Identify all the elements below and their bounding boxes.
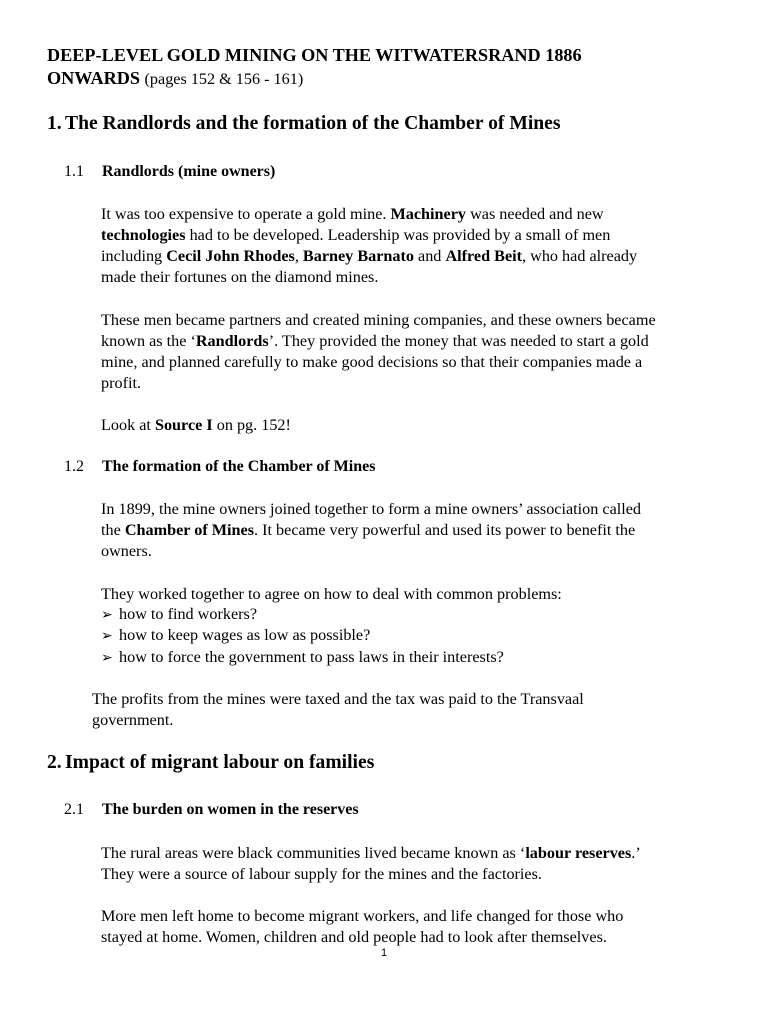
bullet-text: how to force the government to pass laws in their interests? [119, 648, 504, 666]
bold-name-rhodes: Cecil John Rhodes [166, 247, 295, 265]
paragraph-line: They were a source of labour supply for the mines and the factories. [101, 865, 542, 883]
text-run: had to be developed. Leadership was provided by a small of men [185, 226, 611, 244]
text-run: on pg. 152! [212, 416, 291, 434]
subsection-2-1-heading [64, 800, 359, 820]
section-2-heading [47, 753, 374, 773]
paragraph-line: stayed at home. Women, children and old people had to look after themselves. [101, 928, 607, 946]
paragraph-line [101, 520, 635, 540]
arrow-bullet-icon: ➢ [101, 607, 113, 623]
document-title-line-2 [47, 68, 303, 89]
subsection-1-1-heading [64, 162, 275, 182]
text-run: It was too expensive to operate a gold mine. [101, 205, 391, 223]
bold-source-reference: Source I [154, 416, 213, 434]
paragraph-line: In 1899, the mine owners joined together to form a mine owners’ association called [101, 500, 642, 518]
text-run: was needed and new [466, 205, 604, 223]
text-run: the [101, 521, 125, 539]
document-title-line-1: DEEP-LEVEL GOLD MINING ON THE WITWATERSRAND 1886 [47, 45, 582, 65]
text-run: .’ [631, 844, 641, 862]
bullet-item [101, 647, 504, 668]
subsection-2-1-title: The burden on women in the reserves [102, 801, 359, 818]
arrow-bullet-icon: ➢ [101, 628, 113, 644]
section-1-title: The Randlords and the formation of the Chamber of Mines [65, 113, 561, 134]
paragraph-line: owners. [101, 542, 152, 560]
arrow-bullet-icon: ➢ [101, 650, 113, 666]
page-number: 1 [380, 947, 388, 959]
bold-term-technologies: technologies [101, 226, 186, 244]
text-run: The rural areas were black communities lived became known as ‘ [101, 844, 526, 862]
paragraph-line: More men left home to become migrant workers, and life changed for those who [101, 907, 624, 925]
paragraph-line [101, 204, 604, 224]
bold-term-randlords: Randlords [195, 332, 269, 350]
text-run: including [101, 247, 167, 265]
paragraph-line: These men became partners and created mining companies, and these owners became [101, 311, 656, 329]
paragraph-line: The profits from the mines were taxed and the tax was paid to the Transvaal [92, 690, 584, 708]
paragraph-line [101, 225, 610, 245]
bold-name-barnato: Barney Barnato [302, 247, 414, 265]
section-2-number: 2. [47, 752, 62, 773]
bold-term-labour-reserves: labour reserves [525, 844, 632, 862]
text-run: , [294, 247, 303, 265]
subsection-1-2-number: 1.2 [64, 458, 84, 475]
text-run: known as the ‘ [101, 332, 196, 350]
section-1-heading [47, 114, 560, 134]
subsection-1-1-number: 1.1 [64, 163, 84, 180]
bullet-text: how to find workers? [119, 605, 258, 623]
document-title-pages: (pages 152 & 156 - 161) [144, 70, 304, 88]
subsection-1-2-title: The formation of the Chamber of Mines [102, 458, 376, 475]
document-title-onwards: ONWARDS [47, 68, 140, 88]
paragraph-line [101, 415, 291, 435]
paragraph-line: profit. [101, 374, 142, 392]
paragraph-line [101, 246, 637, 266]
paragraph-line [101, 331, 649, 351]
section-1-number: 1. [47, 113, 62, 134]
text-run: Look at [101, 416, 155, 434]
paragraph-line: made their fortunes on the diamond mines. [101, 268, 379, 286]
text-run: and [413, 247, 446, 265]
paragraph-line: They worked together to agree on how to deal with common problems: [101, 585, 562, 603]
bullet-text: how to keep wages as low as possible? [119, 626, 371, 644]
paragraph-line: mine, and planned carefully to make good decisions so that their companies made a [101, 353, 643, 371]
subsection-2-1-number: 2.1 [64, 801, 84, 818]
text-run: , who had already [522, 247, 638, 265]
text-run: ’. They provided the money that was needed to start a gold [268, 332, 649, 350]
subsection-1-2-heading [64, 457, 375, 477]
text-run: . It became very powerful and used its power to benefit the [254, 521, 636, 539]
section-2-title: Impact of migrant labour on families [65, 752, 375, 773]
subsection-1-1-title: Randlords (mine owners) [102, 163, 276, 180]
bullet-item [101, 604, 257, 625]
bullet-item [101, 625, 370, 646]
bold-term-machinery: Machinery [390, 205, 467, 223]
bold-term-chamber-of-mines: Chamber of Mines [124, 521, 255, 539]
paragraph-line: government. [92, 711, 174, 729]
bold-name-beit: Alfred Beit [445, 247, 523, 265]
paragraph-line [101, 843, 641, 863]
